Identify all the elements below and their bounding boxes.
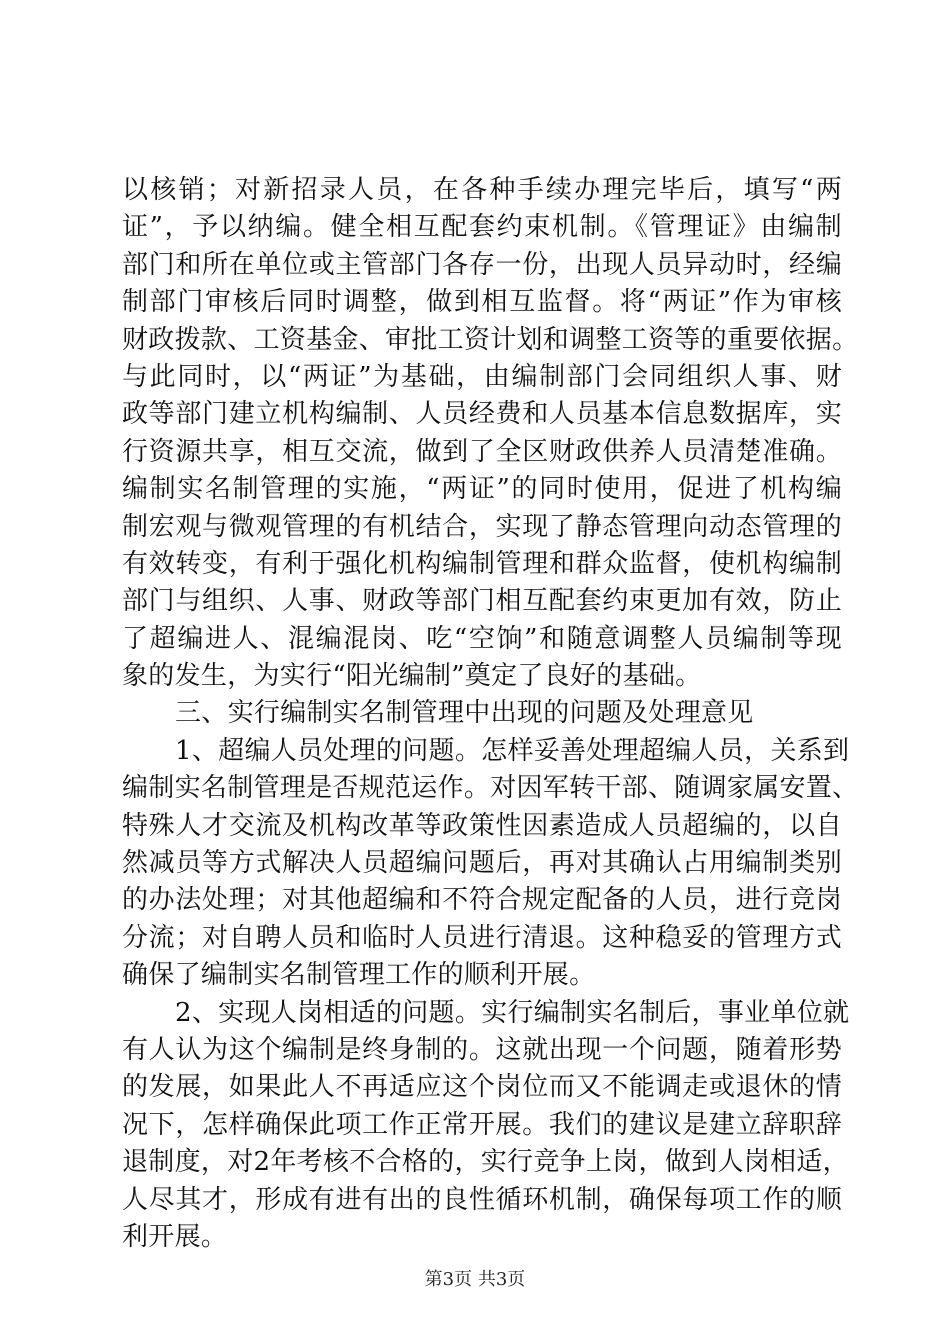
text-line: 分流；对自聘人员和临时人员进行清退。这种稳妥的管理方式 <box>122 922 842 953</box>
text-line: 2、实现人岗相适的问题。实行编制实名制后，事业单位就 <box>175 997 850 1028</box>
text-line: 与此同时，以“两证”为基础，由编制部门会同组织人事、财 <box>122 361 842 392</box>
text-line: 部门与组织、人事、财政等部门相互配套约束更加有效，防止 <box>122 586 842 617</box>
text-line: 有效转变，有利于强化机构编制管理和群众监督，使机构编制 <box>122 548 842 579</box>
text-line: 财政拨款、工资基金、审批工资计划和调整工资等的重要依据。 <box>122 324 859 355</box>
text-line: 有人认为这个编制是终身制的。这就出现一个问题，随着形势 <box>122 1034 842 1065</box>
body-text <box>122 172 859 1256</box>
text-line: 以核销；对新招录人员，在各种手续办理完毕后，填写“两 <box>122 175 842 205</box>
text-line: 退制度，对2年考核不合格的，实行竞争上岗，做到人岗相适， <box>122 1147 849 1178</box>
text-line: 人尽其才，形成有进有出的良性循环机制，确保每项工作的顺 <box>122 1184 842 1215</box>
text-line: 的办法处理；对其他超编和不符合规定配备的人员，进行竞岗 <box>122 885 842 916</box>
text-line: 制宏观与微观管理的有机结合，实现了静态管理向动态管理的 <box>122 511 842 542</box>
text-line: 部门和所在单位或主管部门各存一份，出现人员异动时，经编 <box>122 249 842 280</box>
text-line: 1、超编人员处理的问题。怎样妥善处理超编人员，关系到 <box>175 735 850 766</box>
text-line: 利开展。 <box>122 1221 228 1252</box>
text-line: 政等部门建立机构编制、人员经费和人员基本信息数据库，实 <box>122 399 842 430</box>
section-heading: 三、实行编制实名制管理中出现的问题及处理意见 <box>175 698 754 729</box>
text-line: 的发展，如果此人不再适应这个岗位而又不能调走或退休的情 <box>122 1072 842 1103</box>
text-line: 况下，怎样确保此项工作正常开展。我们的建议是建立辞职辞 <box>122 1109 842 1140</box>
text-line: 确保了编制实名制管理工作的顺利开展。 <box>122 960 596 991</box>
page-number-footer: 第3页 共3页 <box>424 1269 526 1290</box>
text-line: 然减员等方式解决人员超编问题后，再对其确认占用编制类别 <box>122 848 842 879</box>
text-line: 编制实名制管理的实施，“两证”的同时使用，促进了机构编 <box>122 474 842 505</box>
text-line: 证”，予以纳编。健全相互配套约束机制。《管理证》由编制 <box>122 212 842 243</box>
text-line: 制部门审核后同时调整，做到相互监督。将“两证”作为审核 <box>122 287 842 318</box>
text-line: 象的发生，为实行“阳光编制”奠定了良好的基础。 <box>122 661 702 692</box>
text-line: 行资源共享，相互交流，做到了全区财政供养人员清楚准确。 <box>122 436 842 467</box>
text-line: 编制实名制管理是否规范运作。对因军转干部、随调家属安置、 <box>122 773 859 804</box>
text-line: 了超编进人、混编混岗、吃“空饷”和随意调整人员编制等现 <box>122 623 842 654</box>
text-line: 特殊人才交流及机构改革等政策性因素造成人员超编的，以自 <box>122 810 842 841</box>
